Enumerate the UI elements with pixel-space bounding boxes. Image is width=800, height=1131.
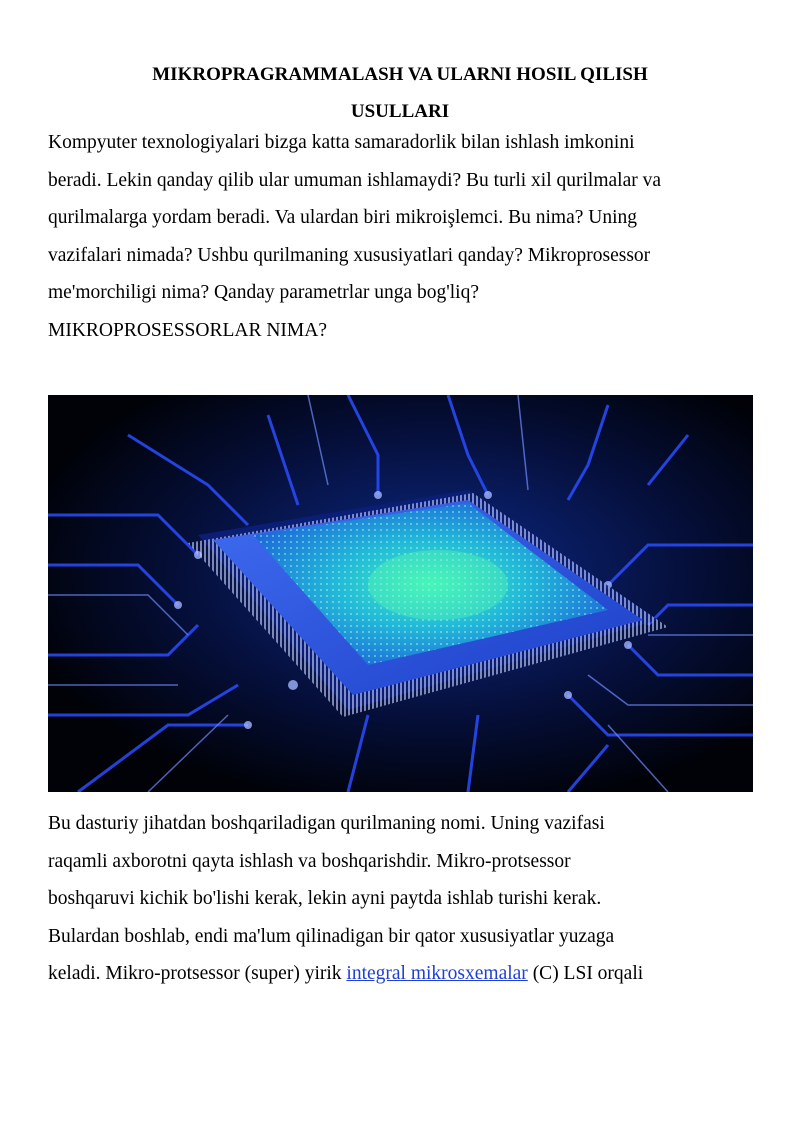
paragraph-line: me'morchiligi nima? Qanday parametrlar unga bog'liq? [48,282,479,303]
paragraph-line: Bulardan boshlab, endi ma'lum qilinadigan bir qator xususiyatlar yuzaga [48,925,615,947]
paragraph-line: vazifalari nimada? Ushbu qurilmaning xususiyatlari qanday? Mikroprosessor [48,244,651,266]
section-heading: MIKROPROSESSORLAR NIMA? [48,319,327,341]
title-line-1: MIKROPRAGRAMMALASH VA ULARNI HOSIL QILISH [152,64,648,85]
document-title [48,56,752,130]
title-line-2: USULLARI [350,101,450,122]
paragraph-line: beradi. Lekin qanday qilib ular umuman ishlamaydi? Bu turli xil qurilmalar va [48,169,662,191]
paragraph-line: Bu dasturiy jihatdan boshqariladigan qurilmaning nomi. Uning vazifasi [48,813,605,834]
paragraph-line-with-link [48,955,752,993]
microprocessor-image [48,395,753,792]
integral-microcircuits-link[interactable]: integral mikrosxemalar [346,963,528,984]
chip-illustration [48,395,753,792]
paragraph-line: Kompyuter texnologiyalari bizga katta samaradorlik bilan ishlash imkonini [48,132,635,153]
line-text-after: (C) LSI orqali [527,963,644,984]
intro-paragraph [48,124,752,349]
paragraph-line: raqamli axborotni qayta ishlash va boshqarishdir. Mikro-protsessor [48,850,571,872]
paragraph-line: qurilmalarga yordam beradi. Va ulardan biri mikroişlemci. Bu nima? Uning [48,207,638,228]
paragraph-line: boshqaruvi kichik bo'lishi kerak, lekin ayni paytda ishlab turishi kerak. [48,888,602,909]
line-text-before: keladi. Mikro-protsessor (super) yirik [48,963,347,984]
description-paragraph [48,805,752,993]
